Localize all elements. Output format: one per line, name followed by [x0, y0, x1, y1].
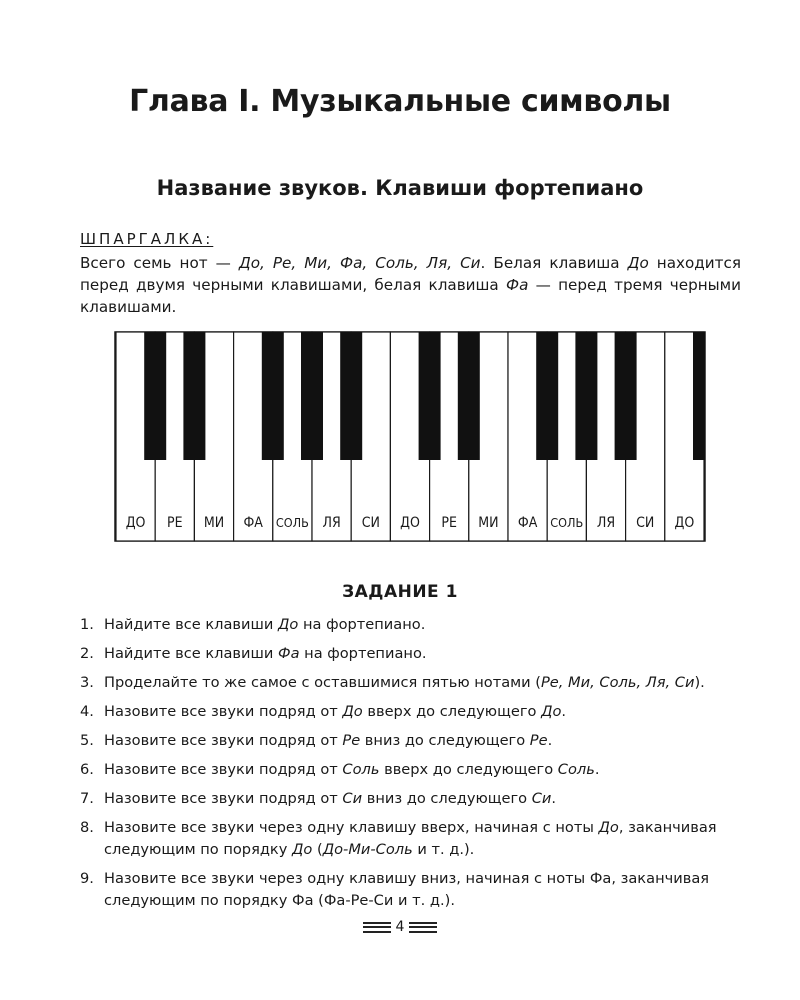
- task-run: , заканчивая следующим по порядку: [104, 819, 717, 858]
- intro-run: До, Ре, Ми, Фа, Соль, Ля, Си: [238, 254, 481, 272]
- task-item: [80, 643, 742, 665]
- task-run: Назовите все звуки подряд от: [104, 703, 343, 720]
- task-text: [104, 790, 556, 807]
- black-key: [575, 332, 597, 460]
- task-run: Найдите все клавиши: [104, 645, 278, 662]
- task-text: [104, 674, 705, 691]
- task-run: Назовите все звуки подряд от: [104, 761, 343, 778]
- task-number: 5.: [80, 732, 94, 749]
- task-number: 8.: [80, 819, 94, 836]
- task-run: вверх до следующего: [362, 703, 542, 720]
- task-item: [80, 701, 742, 723]
- footer-rule-right: [409, 922, 437, 933]
- intro-run: находится перед двумя черными клавишами, белая клавиша: [80, 254, 741, 294]
- task-number: 6.: [80, 761, 94, 778]
- task-heading: ЗАДАНИЕ 1: [342, 582, 458, 602]
- task-run: .: [547, 732, 553, 749]
- white-key-label: СОЛЬ: [550, 515, 584, 530]
- task-text: [104, 870, 709, 909]
- black-key: [262, 332, 284, 460]
- cheat-sheet-label: ШПАРГАЛКА:: [80, 230, 214, 248]
- task-run: Соль: [342, 761, 380, 778]
- task-text: [104, 703, 566, 720]
- task-item: [80, 817, 742, 861]
- task-run: До: [292, 841, 313, 858]
- black-key: [340, 332, 362, 460]
- task-number: 4.: [80, 703, 94, 720]
- task-text: [104, 616, 425, 633]
- task-run: Назовите все звуки подряд от: [104, 732, 343, 749]
- white-key-label: СИ: [361, 515, 380, 531]
- task-run: вверх до следующего: [379, 761, 558, 778]
- white-key-label: ЛЯ: [596, 515, 616, 531]
- task-run: Си: [342, 790, 363, 807]
- white-key-label: МИ: [203, 515, 225, 531]
- black-key: [419, 332, 441, 460]
- intro-run: До: [627, 254, 649, 272]
- task-run: Ре: [529, 732, 548, 749]
- task-number: 7.: [80, 790, 94, 807]
- task-item: [80, 614, 742, 636]
- task-run: на фортепиано.: [299, 645, 427, 662]
- page-number: 4: [395, 919, 405, 935]
- task-item: [80, 730, 742, 752]
- task-number: 1.: [80, 616, 94, 633]
- task-run: вниз до следующего: [362, 790, 532, 807]
- task-run: вниз до следующего: [360, 732, 530, 749]
- intro-run: . Белая клавиша: [480, 254, 628, 272]
- task-run: Назовите все звуки через одну клавишу вниз, начиная с ноты Фа, заканчивая следующим по порядку Фа (Фа-Ре-Си и т. д.).: [104, 870, 710, 909]
- task-number: 2.: [80, 645, 94, 662]
- task-run: До: [278, 616, 299, 633]
- task-item: [80, 672, 742, 694]
- task-run: Си: [531, 790, 552, 807]
- task-text: [104, 761, 599, 778]
- task-run: .: [594, 761, 600, 778]
- task-run: и т. д.).: [412, 841, 475, 858]
- task-run: на фортепиано.: [298, 616, 426, 633]
- task-text: [104, 645, 427, 662]
- task-run: До: [541, 703, 562, 720]
- white-key-label: ЛЯ: [322, 515, 341, 531]
- task-run: .: [561, 703, 567, 720]
- task-run: Ре, Ми, Соль, Ля, Си: [541, 674, 695, 691]
- chapter-title: Глава I. Музыкальные символы: [129, 84, 671, 119]
- white-key-label: МИ: [478, 515, 499, 531]
- white-key-label: ДО: [400, 515, 420, 531]
- white-key-label: ДО: [125, 515, 146, 531]
- task-run: (: [312, 841, 323, 858]
- task-text: [104, 819, 717, 858]
- page-footer: [0, 919, 800, 935]
- black-key: [183, 332, 205, 460]
- intro-paragraph: [80, 252, 741, 318]
- task-item: [80, 759, 742, 781]
- intro-run: Фа: [506, 276, 529, 294]
- task-run: Проделайте то же самое с оставшимися пятью нотами (: [104, 674, 541, 691]
- task-text: [104, 732, 552, 749]
- task-run: Соль: [557, 761, 595, 778]
- white-key-label: СОЛЬ: [275, 515, 309, 530]
- black-key: [144, 332, 166, 460]
- piano-keyboard: [114, 331, 706, 542]
- white-key-label: РЕ: [441, 515, 457, 531]
- white-key-label: РЕ: [167, 515, 183, 531]
- black-key: [301, 332, 323, 460]
- task-item: [80, 788, 742, 810]
- task-number: 3.: [80, 674, 94, 691]
- intro-run: — перед тремя черными клавишами.: [80, 276, 742, 316]
- task-run: ).: [694, 674, 705, 691]
- task-run: Назовите все звуки через одну клавишу вверх, начиная с ноты: [104, 819, 599, 836]
- task-run: До: [342, 703, 363, 720]
- black-key: [536, 332, 558, 460]
- task-run: .: [551, 790, 557, 807]
- task-run: Ре: [342, 732, 361, 749]
- black-key: [458, 332, 480, 460]
- task-run: Назовите все звуки подряд от: [104, 790, 343, 807]
- task-run: До: [598, 819, 619, 836]
- white-key-label: ФА: [517, 515, 538, 531]
- footer-rule-left: [363, 922, 391, 933]
- intro-run: Всего семь нот —: [80, 254, 239, 272]
- task-run: До-Ми-Соль: [322, 841, 413, 858]
- task-number: 9.: [80, 870, 94, 887]
- black-key: [615, 332, 637, 460]
- black-key: [693, 332, 705, 460]
- white-key-label: СИ: [636, 515, 655, 531]
- white-key-label: ФА: [243, 515, 263, 531]
- task-item: [80, 868, 742, 912]
- task-list: [80, 614, 742, 919]
- section-title: Название звуков. Клавиши фортепиано: [156, 176, 644, 200]
- task-run: Фа: [278, 645, 300, 662]
- white-key-label: ДО: [674, 515, 695, 531]
- task-run: Найдите все клавиши: [104, 616, 278, 633]
